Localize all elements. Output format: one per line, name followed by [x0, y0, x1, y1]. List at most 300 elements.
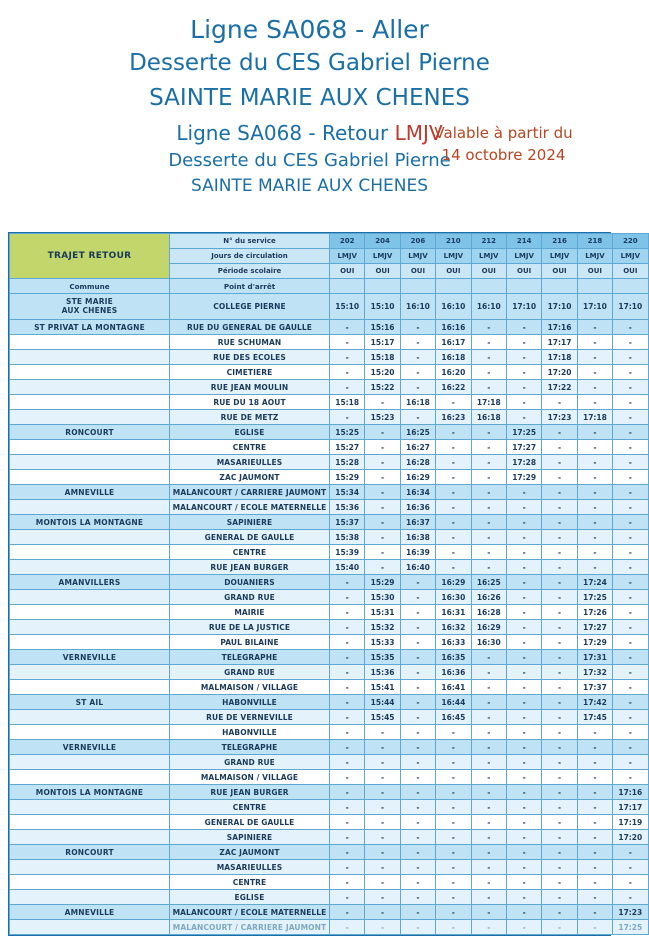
time-cell-7: - — [577, 785, 612, 800]
time-cell-6: - — [542, 605, 577, 620]
time-cell-8: - — [613, 560, 648, 575]
time-cell-4: - — [471, 905, 506, 920]
time-cell-0: - — [330, 710, 365, 725]
time-cell-2: - — [400, 575, 435, 590]
table-row — [10, 800, 649, 815]
time-cell-8: 17:20 — [613, 830, 648, 845]
table-row — [10, 410, 649, 425]
time-cell-2: 16:39 — [400, 545, 435, 560]
time-cell-2: 16:40 — [400, 560, 435, 575]
time-cell-8: - — [613, 665, 648, 680]
table-row — [10, 740, 649, 755]
time-cell-0: 15:29 — [330, 470, 365, 485]
time-cell-4: - — [471, 875, 506, 890]
time-cell-8: - — [613, 605, 648, 620]
commune-cell — [10, 710, 170, 725]
time-cell-2: - — [400, 635, 435, 650]
time-cell-7: - — [577, 830, 612, 845]
time-cell-5: - — [506, 665, 541, 680]
period-value-8: OUI — [613, 264, 648, 279]
time-cell-1: - — [365, 515, 400, 530]
commune-cell: AMNEVILLE — [10, 905, 170, 920]
table-row — [10, 920, 649, 935]
commune-cell — [10, 770, 170, 785]
time-cell-7: - — [577, 320, 612, 335]
time-cell-1: - — [365, 920, 400, 935]
arret-cell: SAPINIERE — [170, 515, 330, 530]
time-cell-5: - — [506, 770, 541, 785]
time-cell-4: 16:30 — [471, 635, 506, 650]
time-cell-3: 16:29 — [436, 575, 471, 590]
time-cell-2: - — [400, 815, 435, 830]
service-number-214: 214 — [506, 234, 541, 249]
time-cell-0: 15:10 — [330, 294, 365, 320]
time-cell-1: - — [365, 890, 400, 905]
table-row — [10, 380, 649, 395]
time-cell-7: 17:45 — [577, 710, 612, 725]
time-cell-6: - — [542, 650, 577, 665]
table-row — [10, 365, 649, 380]
time-cell-8: - — [613, 515, 648, 530]
commune-cell: RONCOURT — [10, 425, 170, 440]
arret-cell: GENERAL DE GAULLE — [170, 530, 330, 545]
time-cell-4: - — [471, 845, 506, 860]
time-cell-2: - — [400, 365, 435, 380]
table-row — [10, 905, 649, 920]
time-cell-0: - — [330, 770, 365, 785]
time-cell-5: - — [506, 920, 541, 935]
column-header-spacer-7 — [577, 279, 612, 294]
time-cell-3: 16:41 — [436, 680, 471, 695]
time-cell-6: - — [542, 695, 577, 710]
time-cell-1: 15:33 — [365, 635, 400, 650]
time-cell-6: - — [542, 755, 577, 770]
time-cell-2: - — [400, 770, 435, 785]
period-value-3: OUI — [436, 264, 471, 279]
time-cell-4: - — [471, 800, 506, 815]
time-cell-8: - — [613, 650, 648, 665]
time-cell-2: 16:29 — [400, 470, 435, 485]
time-cell-8: - — [613, 320, 648, 335]
time-cell-3: 16:45 — [436, 710, 471, 725]
time-cell-6: 17:23 — [542, 410, 577, 425]
time-cell-1: - — [365, 860, 400, 875]
time-cell-1: 15:29 — [365, 575, 400, 590]
table-row — [10, 770, 649, 785]
commune-cell — [10, 440, 170, 455]
time-cell-1: - — [365, 395, 400, 410]
time-cell-7: - — [577, 560, 612, 575]
time-cell-7: 17:26 — [577, 605, 612, 620]
arret-cell: RUE DES ECOLES — [170, 350, 330, 365]
time-cell-3: 16:16 — [436, 320, 471, 335]
service-number-204: 204 — [365, 234, 400, 249]
time-cell-0: - — [330, 725, 365, 740]
time-cell-6: - — [542, 425, 577, 440]
commune-cell — [10, 410, 170, 425]
time-cell-5: - — [506, 785, 541, 800]
validity-line1: Valable à partir du — [434, 124, 573, 142]
time-cell-8: 17:10 — [613, 294, 648, 320]
commune-cell — [10, 294, 170, 320]
time-cell-5: - — [506, 710, 541, 725]
time-cell-2: - — [400, 380, 435, 395]
time-cell-8: 17:19 — [613, 815, 648, 830]
days-value-1: LMJV — [365, 249, 400, 264]
days-value-5: LMJV — [506, 249, 541, 264]
time-cell-8: - — [613, 485, 648, 500]
time-cell-8: - — [613, 740, 648, 755]
period-value-7: OUI — [577, 264, 612, 279]
time-cell-0: - — [330, 575, 365, 590]
time-cell-3: - — [436, 890, 471, 905]
time-cell-1: - — [365, 785, 400, 800]
time-cell-5: - — [506, 620, 541, 635]
time-cell-5: - — [506, 815, 541, 830]
time-cell-2: 16:28 — [400, 455, 435, 470]
time-cell-4: - — [471, 830, 506, 845]
arret-cell: MASARIEULLES — [170, 455, 330, 470]
table-row — [10, 320, 649, 335]
table-row — [10, 500, 649, 515]
time-cell-6: - — [542, 635, 577, 650]
table-row — [10, 335, 649, 350]
time-cell-1: - — [365, 830, 400, 845]
time-cell-1: 15:45 — [365, 710, 400, 725]
arret-cell: CENTRE — [170, 800, 330, 815]
time-cell-0: 15:36 — [330, 500, 365, 515]
time-cell-6: 17:10 — [542, 294, 577, 320]
time-cell-6: - — [542, 440, 577, 455]
time-cell-4: - — [471, 425, 506, 440]
time-cell-1: - — [365, 440, 400, 455]
arret-cell: CENTRE — [170, 440, 330, 455]
time-cell-0: - — [330, 800, 365, 815]
time-cell-7: - — [577, 365, 612, 380]
time-cell-3: 16:44 — [436, 695, 471, 710]
time-cell-5: - — [506, 875, 541, 890]
time-cell-8: - — [613, 725, 648, 740]
time-cell-4: - — [471, 560, 506, 575]
time-cell-3: - — [436, 875, 471, 890]
time-cell-4: - — [471, 335, 506, 350]
time-cell-5: - — [506, 335, 541, 350]
arret-cell: MALANCOURT / CARRIERE JAUMONT — [170, 485, 330, 500]
time-cell-2: - — [400, 695, 435, 710]
time-cell-6: - — [542, 470, 577, 485]
commune-cell: RONCOURT — [10, 845, 170, 860]
arret-cell: COLLEGE PIERNE — [170, 294, 330, 320]
time-cell-6: - — [542, 830, 577, 845]
time-cell-6: - — [542, 680, 577, 695]
timetable — [9, 233, 649, 935]
time-cell-7: - — [577, 845, 612, 860]
validity-line2: 14 octobre 2024 — [441, 146, 566, 164]
label-days: Jours de circulation — [170, 249, 330, 264]
time-cell-8: - — [613, 575, 648, 590]
commune-cell — [10, 800, 170, 815]
time-cell-0: - — [330, 875, 365, 890]
table-row — [10, 590, 649, 605]
time-cell-1: 15:31 — [365, 605, 400, 620]
time-cell-8: - — [613, 380, 648, 395]
days-value-6: LMJV — [542, 249, 577, 264]
time-cell-4: 16:28 — [471, 605, 506, 620]
time-cell-3: 16:30 — [436, 590, 471, 605]
time-cell-8: - — [613, 860, 648, 875]
commune-cell — [10, 635, 170, 650]
days-value-4: LMJV — [471, 249, 506, 264]
time-cell-4: - — [471, 695, 506, 710]
time-cell-8: - — [613, 440, 648, 455]
arret-cell: EGLISE — [170, 890, 330, 905]
time-cell-0: 15:28 — [330, 455, 365, 470]
time-cell-0: - — [330, 620, 365, 635]
commune-cell — [10, 530, 170, 545]
time-cell-8: - — [613, 680, 648, 695]
time-cell-8: - — [613, 755, 648, 770]
time-cell-0: - — [330, 410, 365, 425]
time-cell-4: - — [471, 470, 506, 485]
label-period: Période scolaire — [170, 264, 330, 279]
time-cell-1: 15:36 — [365, 665, 400, 680]
time-cell-3: - — [436, 530, 471, 545]
time-cell-7: 17:27 — [577, 620, 612, 635]
column-header-spacer-2 — [400, 279, 435, 294]
time-cell-2: - — [400, 665, 435, 680]
time-cell-3: - — [436, 440, 471, 455]
time-cell-3: - — [436, 515, 471, 530]
time-cell-8: 17:17 — [613, 800, 648, 815]
time-cell-4: - — [471, 680, 506, 695]
time-cell-2: - — [400, 740, 435, 755]
time-cell-6: 17:16 — [542, 320, 577, 335]
time-cell-5: - — [506, 725, 541, 740]
table-row — [10, 845, 649, 860]
table-row — [10, 695, 649, 710]
time-cell-7: - — [577, 500, 612, 515]
time-cell-2: - — [400, 620, 435, 635]
time-cell-7: - — [577, 800, 612, 815]
time-cell-5: 17:10 — [506, 294, 541, 320]
time-cell-2: - — [400, 680, 435, 695]
arret-cell: HABONVILLE — [170, 725, 330, 740]
arret-cell: GRAND RUE — [170, 590, 330, 605]
days-value-2: LMJV — [400, 249, 435, 264]
time-cell-1: 15:35 — [365, 650, 400, 665]
table-row — [10, 515, 649, 530]
column-header-spacer-8 — [613, 279, 648, 294]
time-cell-7: 17:29 — [577, 635, 612, 650]
time-cell-2: - — [400, 875, 435, 890]
time-cell-4: - — [471, 350, 506, 365]
time-cell-6: - — [542, 620, 577, 635]
time-cell-1: - — [365, 740, 400, 755]
time-cell-0: - — [330, 845, 365, 860]
table-row — [10, 725, 649, 740]
commune-cell — [10, 545, 170, 560]
header-row-columns — [10, 279, 649, 294]
time-cell-1: - — [365, 815, 400, 830]
time-cell-1: - — [365, 470, 400, 485]
table-row — [10, 425, 649, 440]
time-cell-2: - — [400, 350, 435, 365]
time-cell-0: - — [330, 665, 365, 680]
time-cell-4: 16:18 — [471, 410, 506, 425]
time-cell-5: - — [506, 590, 541, 605]
time-cell-5: - — [506, 575, 541, 590]
table-row — [10, 620, 649, 635]
header-line-desserte: Desserte du CES Gabriel Pierne — [129, 50, 490, 76]
commune-cell — [10, 605, 170, 620]
time-cell-3: - — [436, 755, 471, 770]
time-cell-3: 16:18 — [436, 350, 471, 365]
retour-days-badge: LMJV — [394, 121, 443, 145]
commune-cell — [10, 815, 170, 830]
time-cell-0: 15:34 — [330, 485, 365, 500]
time-cell-0: - — [330, 905, 365, 920]
time-cell-7: - — [577, 905, 612, 920]
time-cell-7: 17:24 — [577, 575, 612, 590]
commune-cell — [10, 470, 170, 485]
time-cell-0: - — [330, 335, 365, 350]
time-cell-2: - — [400, 785, 435, 800]
time-cell-7: - — [577, 440, 612, 455]
commune-cell — [10, 500, 170, 515]
time-cell-1: - — [365, 560, 400, 575]
time-cell-5: - — [506, 890, 541, 905]
time-cell-6: - — [542, 590, 577, 605]
time-cell-7: - — [577, 875, 612, 890]
time-cell-0: - — [330, 920, 365, 935]
time-cell-3: - — [436, 395, 471, 410]
table-row — [10, 755, 649, 770]
time-cell-6: 17:18 — [542, 350, 577, 365]
time-cell-1: - — [365, 485, 400, 500]
commune-cell — [10, 620, 170, 635]
time-cell-8: - — [613, 845, 648, 860]
time-cell-0: - — [330, 815, 365, 830]
table-row — [10, 485, 649, 500]
arret-cell: MALANCOURT / CARRIERE JAUMONT — [170, 920, 330, 935]
time-cell-5: 17:27 — [506, 440, 541, 455]
time-cell-6: - — [542, 845, 577, 860]
time-cell-4: - — [471, 530, 506, 545]
time-cell-1: 15:10 — [365, 294, 400, 320]
time-cell-7: - — [577, 755, 612, 770]
table-row — [10, 545, 649, 560]
time-cell-2: - — [400, 320, 435, 335]
time-cell-0: - — [330, 635, 365, 650]
timetable-container — [8, 232, 643, 936]
period-value-2: OUI — [400, 264, 435, 279]
time-cell-5: - — [506, 545, 541, 560]
arret-cell: ZAC JAUMONT — [170, 470, 330, 485]
time-cell-4: - — [471, 485, 506, 500]
time-cell-1: - — [365, 845, 400, 860]
time-cell-8: - — [613, 590, 648, 605]
service-number-218: 218 — [577, 234, 612, 249]
time-cell-3: - — [436, 845, 471, 860]
time-cell-3: 16:33 — [436, 635, 471, 650]
time-cell-7: - — [577, 920, 612, 935]
time-cell-3: - — [436, 725, 471, 740]
time-cell-6: - — [542, 800, 577, 815]
time-cell-7: - — [577, 335, 612, 350]
time-cell-0: 15:38 — [330, 530, 365, 545]
time-cell-0: - — [330, 320, 365, 335]
time-cell-3: 16:17 — [436, 335, 471, 350]
time-cell-4: - — [471, 890, 506, 905]
commune-cell: VERNEVILLE — [10, 650, 170, 665]
time-cell-3: 16:32 — [436, 620, 471, 635]
time-cell-2: 16:18 — [400, 395, 435, 410]
arret-cell: GENERAL DE GAULLE — [170, 815, 330, 830]
time-cell-2: - — [400, 605, 435, 620]
header-line-commune: SAINTE MARIE AUX CHENES — [149, 85, 470, 111]
service-number-220: 220 — [613, 234, 648, 249]
time-cell-3: 16:20 — [436, 365, 471, 380]
service-number-210: 210 — [436, 234, 471, 249]
time-cell-5: - — [506, 365, 541, 380]
time-cell-5: - — [506, 500, 541, 515]
commune-cell — [10, 350, 170, 365]
time-cell-6: - — [542, 890, 577, 905]
period-value-5: OUI — [506, 264, 541, 279]
arret-cell: CENTRE — [170, 875, 330, 890]
timetable-body — [10, 294, 649, 935]
time-cell-7: - — [577, 425, 612, 440]
table-row — [10, 680, 649, 695]
time-cell-0: - — [330, 755, 365, 770]
time-cell-3: 16:36 — [436, 665, 471, 680]
time-cell-3: 16:31 — [436, 605, 471, 620]
commune-cell — [10, 725, 170, 740]
time-cell-2: - — [400, 725, 435, 740]
trajet-label-cell: TRAJET RETOUR — [10, 234, 170, 279]
service-number-216: 216 — [542, 234, 577, 249]
time-cell-6: - — [542, 560, 577, 575]
column-header-commune: Commune — [10, 279, 170, 294]
commune-cell — [10, 755, 170, 770]
time-cell-1: - — [365, 500, 400, 515]
period-value-4: OUI — [471, 264, 506, 279]
time-cell-2: - — [400, 845, 435, 860]
time-cell-5: - — [506, 905, 541, 920]
time-cell-7: - — [577, 770, 612, 785]
time-cell-5: - — [506, 800, 541, 815]
time-cell-0: 15:25 — [330, 425, 365, 440]
table-row — [10, 875, 649, 890]
time-cell-5: - — [506, 530, 541, 545]
time-cell-0: - — [330, 740, 365, 755]
time-cell-8: - — [613, 695, 648, 710]
column-header-arret: Point d'arrêt — [170, 279, 330, 294]
table-row — [10, 560, 649, 575]
time-cell-4: - — [471, 440, 506, 455]
time-cell-6: - — [542, 575, 577, 590]
time-cell-5: - — [506, 845, 541, 860]
time-cell-6: - — [542, 920, 577, 935]
time-cell-2: - — [400, 335, 435, 350]
time-cell-0: 15:40 — [330, 560, 365, 575]
time-cell-5: - — [506, 680, 541, 695]
arret-cell: TELEGRAPHE — [170, 740, 330, 755]
timetable-head — [10, 234, 649, 294]
header-row-service — [10, 234, 649, 249]
time-cell-6: - — [542, 905, 577, 920]
time-cell-8: - — [613, 530, 648, 545]
